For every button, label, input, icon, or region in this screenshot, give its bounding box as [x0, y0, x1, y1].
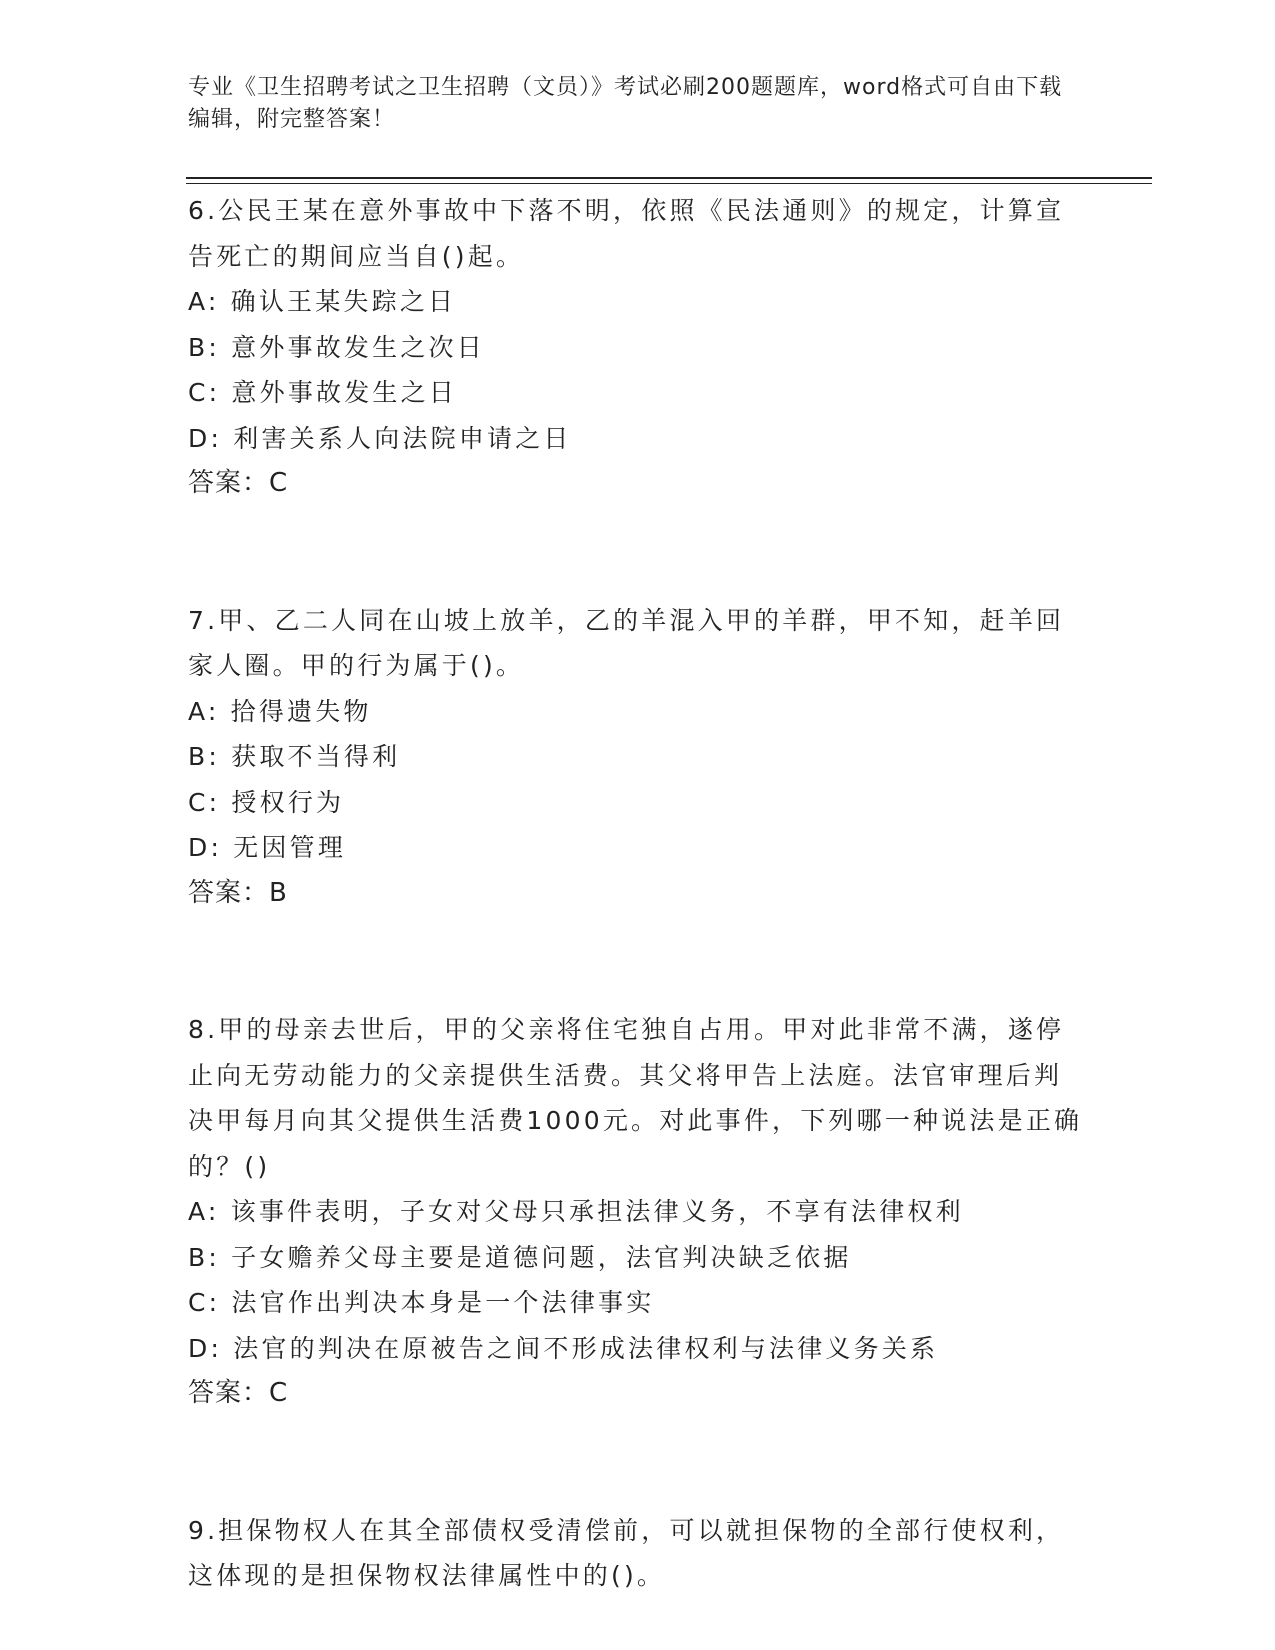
answer: 答案：C: [188, 468, 289, 498]
question-7: [188, 598, 1088, 917]
header-divider-thin: [186, 183, 1152, 184]
option-c: C: 授权行为: [188, 787, 345, 817]
page-header: 专业《卫生招聘考试之卫生招聘（文员）》考试必刷200题题库，word格式可自由下载编辑，附完整答案！: [188, 75, 1063, 132]
answer: 答案：B: [188, 877, 288, 908]
option-d: D: 无因管理: [188, 833, 347, 862]
option-b: B: 意外事故发生之次日: [188, 332, 485, 362]
option-c: C: 法官作出判决本身是一个法律事实: [188, 1288, 655, 1317]
option-a: A: 拾得遗失物: [188, 696, 372, 726]
option-a: A: 该事件表明，子女对父母只承担法律义务，不享有法律权利: [188, 1197, 964, 1226]
option-d: D: 法官的判决在原被告之间不形成法律权利与法律义务关系: [188, 1333, 939, 1363]
question-text: 6.公民王某在意外事故中下落不明，依照《民法通则》的规定，计算宣告死亡的期间应当自()起。: [188, 196, 1065, 271]
option-d: D: 利害关系人向法院申请之日: [188, 423, 572, 453]
option-a: A: 确认王某失踪之日: [188, 287, 457, 316]
option-b: B: 获取不当得利: [188, 742, 401, 771]
question-8: [188, 1007, 1088, 1417]
question-text: 9.担保物权人在其全部债权受清偿前，可以就担保物的全部行使权利，这体现的是担保物权法律属性中的()。: [188, 1515, 1065, 1590]
question-6: [188, 188, 1088, 507]
option-b: B: 子女赡养父母主要是道德问题，法官判决缺乏依据: [188, 1242, 852, 1272]
question-text: 7.甲、乙二人同在山坡上放羊，乙的羊混入甲的羊群，甲不知，赶羊回家人圈。甲的行为属于()。: [188, 605, 1065, 680]
question-text: 8.甲的母亲去世后，甲的父亲将住宅独自占用。甲对此非常不满，遂停止向无劳动能力的父亲提供生活费。其父将甲告上法庭。法官审理后判决甲每月向其父提供生活费1000元。对此事件，下列哪一种说法是正确的？(): [188, 1015, 1083, 1181]
option-c: C: 意外事故发生之日: [188, 378, 458, 407]
header-divider-thick: [186, 177, 1152, 179]
question-list: [188, 188, 1088, 1599]
answer: 答案：C: [188, 1378, 289, 1408]
question-9: [188, 1508, 1088, 1599]
